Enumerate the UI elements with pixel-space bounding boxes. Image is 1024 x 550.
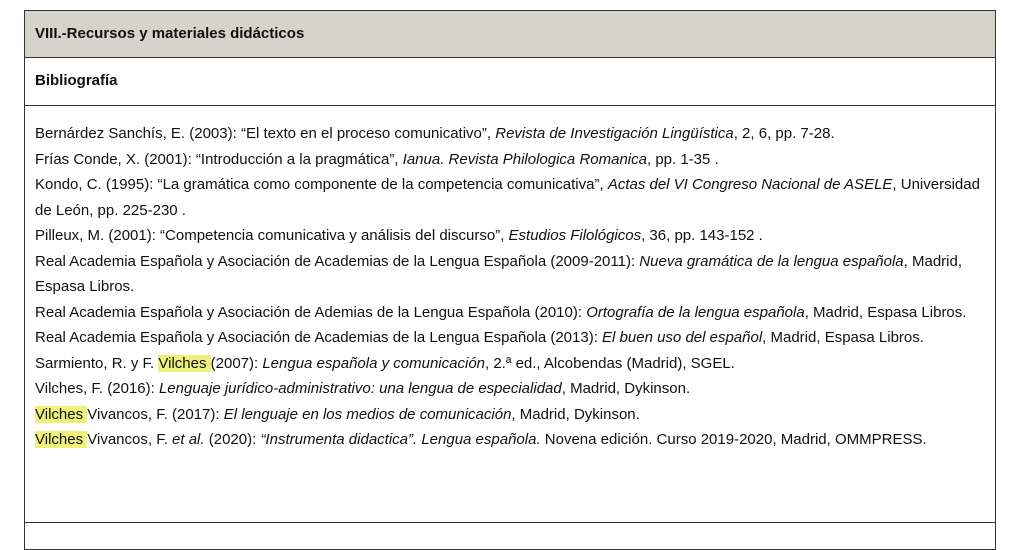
search-highlight: Vilches — [158, 354, 211, 372]
course-section-table — [24, 10, 996, 550]
bibliography-heading: Bibliografía — [25, 58, 995, 106]
reference-item: Frías Conde, X. (2001): “Introducción a la pragmática”, Ianua. Revista Philologica Romanica, pp. 1-35 . — [35, 150, 719, 168]
reference-item: Vilches Vivancos, F. et al. (2020): “Instrumenta didactica”. Lengua española. Novena edición. Curso 2019-2020, Madrid, OMMPRESS. — [35, 431, 927, 448]
reference-item: Real Academia Española y Asociación de Ademias de la Lengua Española (2010): Ortografía de la lengua española, Madrid, Espasa Libros. — [35, 303, 967, 321]
reference-list — [25, 106, 995, 523]
reference-item: Real Academia Española y Asociación de Academias de la Lengua Española (2009-2011): Nueva gramática de la lengua española, Madrid, Espasa Libros. — [35, 252, 963, 295]
section-title: VIII.-Recursos y materiales didácticos — [25, 11, 995, 58]
search-highlight: Vilches — [35, 405, 88, 423]
reference-item: Bernárdez Sanchís, E. (2003): “El texto en el proceso comunicativo”, Revista de Investigación Lingüística, 2, 6, pp. 7-28. — [35, 125, 835, 142]
reference-item: Kondo, C. (1995): “La gramática como componente de la competencia comunicativa”, Actas del VI Congreso Nacional de ASELE, Universidad de León, pp. 225-230 . — [35, 176, 980, 219]
reference-item: Vilches, F. (2016): Lenguaje jurídico-administrativo: una lengua de especialidad, Madrid, Dykinson. — [35, 380, 691, 397]
reference-item: Pilleux, M. (2001): “Competencia comunicativa y análisis del discurso”, Estudios Filológicos, 36, pp. 143-152 . — [35, 227, 763, 244]
reference-item: Sarmiento, R. y F. Vilches (2007): Lengua española y comunicación, 2.ª ed., Alcobendas (Madrid), SGEL. — [35, 354, 735, 372]
search-highlight: Vilches — [35, 431, 88, 448]
reference-item: Vilches Vivancos, F. (2017): El lenguaje en los medios de comunicación, Madrid, Dykinson. — [35, 405, 640, 423]
reference-item: Real Academia Española y Asociación de Academias de la Lengua Española (2013): El buen uso del español, Madrid, Espasa Libros. — [35, 329, 924, 346]
